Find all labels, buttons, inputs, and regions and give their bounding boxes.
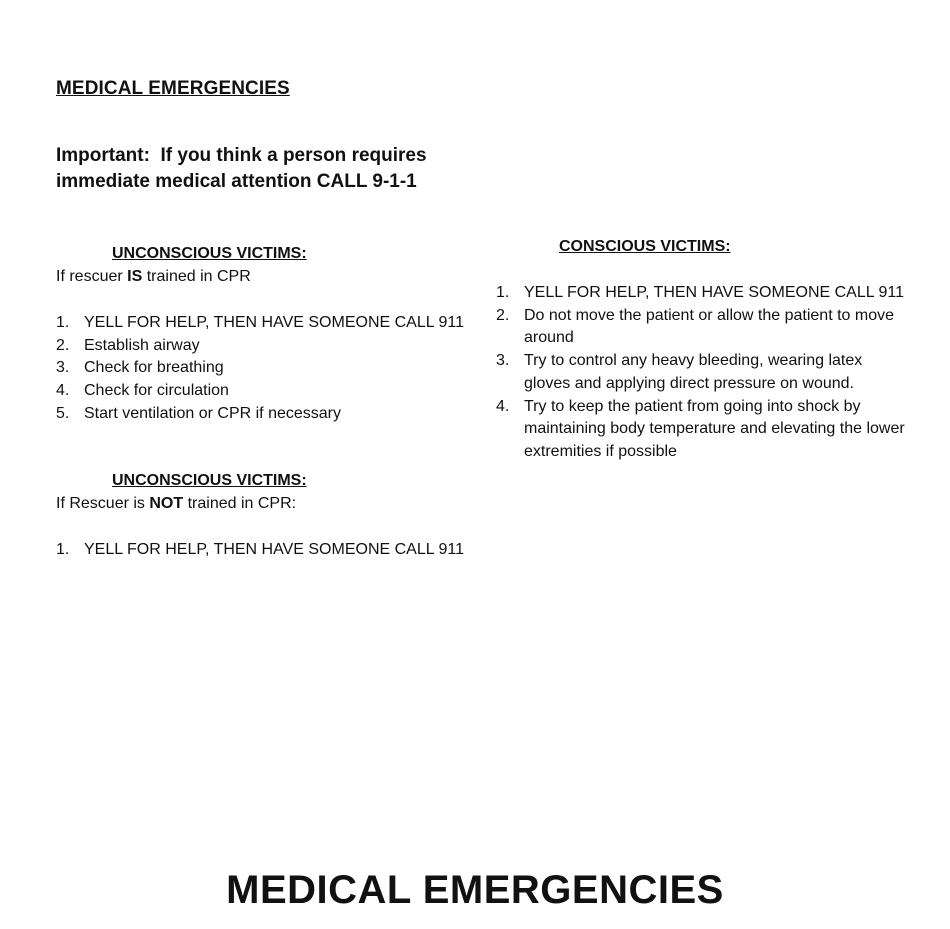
list-item: [56, 380, 466, 403]
unconscious-untrained-intro: [56, 495, 296, 513]
list-item: [56, 403, 466, 426]
list-item: [56, 539, 466, 562]
step-number: 1.: [56, 314, 70, 331]
unconscious-untrained-steps: [56, 539, 466, 562]
step-number: 1.: [496, 284, 510, 301]
step-number: 5.: [56, 404, 70, 422]
intro-text: trained in CPR: [142, 268, 251, 285]
step-number: 1.: [56, 541, 70, 558]
unconscious-trained-intro: [56, 268, 251, 286]
step-text: Try to keep the patient from going into shock by maintaining body temperature and elevating the lower extremities if possible: [524, 397, 905, 460]
intro-emphasis: IS: [127, 268, 143, 285]
step-text: Check for breathing: [84, 359, 224, 377]
step-text: Do not move the patient or allow the patient to move around: [524, 306, 894, 347]
step-number: 3.: [496, 352, 510, 370]
list-item: [496, 396, 906, 464]
intro-emphasis: NOT: [149, 495, 184, 512]
intro-text: trained in CPR:: [183, 495, 297, 512]
step-number: 4.: [56, 382, 70, 400]
intro-text: If rescuer: [56, 268, 128, 285]
list-item: [496, 282, 906, 305]
step-text: Try to control any heavy bleeding, wearing latex gloves and applying direct pressure on wound.: [524, 352, 863, 392]
list-item: [496, 305, 906, 350]
list-item: [56, 312, 466, 335]
step-number: 2.: [496, 306, 510, 324]
step-text: Establish airway: [84, 336, 200, 354]
important-line-2: immediate medical attention CALL 9-1-1: [56, 171, 417, 192]
unconscious-untrained-title: UNCONSCIOUS VICTIMS:: [112, 472, 307, 489]
step-text: YELL FOR HELP, THEN HAVE SOMEONE CALL 911: [84, 541, 464, 558]
unconscious-trained-title: UNCONSCIOUS VICTIMS:: [112, 245, 307, 262]
page-heading: MEDICAL EMERGENCIES: [56, 78, 290, 99]
step-number: 4.: [496, 397, 510, 415]
footer-title: MEDICAL EMERGENCIES: [226, 868, 724, 912]
list-item: [496, 350, 906, 395]
unconscious-trained-steps: [56, 312, 466, 426]
conscious-title: CONSCIOUS VICTIMS:: [559, 238, 731, 255]
list-item: [56, 335, 466, 358]
step-text: Check for circulation: [84, 382, 229, 400]
step-number: 2.: [56, 336, 70, 354]
step-text: Start ventilation or CPR if necessary: [84, 404, 341, 422]
important-line-1: Important: If you think a person requires: [56, 145, 427, 166]
step-number: 3.: [56, 359, 70, 377]
list-item: [56, 357, 466, 380]
intro-text: If Rescuer is: [56, 495, 150, 512]
conscious-steps: [496, 282, 906, 464]
important-notice: [56, 143, 476, 195]
step-text: YELL FOR HELP, THEN HAVE SOMEONE CALL 911: [524, 284, 904, 301]
step-text: YELL FOR HELP, THEN HAVE SOMEONE CALL 911: [84, 314, 464, 331]
